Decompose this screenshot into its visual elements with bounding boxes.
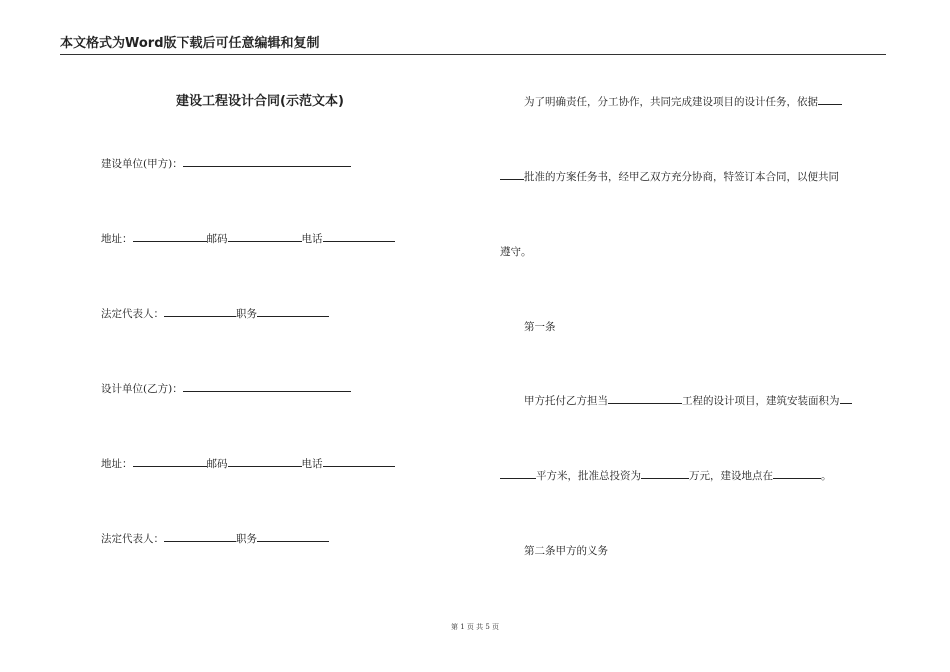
document-title: 建设工程设计合同(示范文本) (176, 94, 344, 109)
paragraph-text: 平方米，批准总投资为 (536, 470, 641, 482)
blank-line (257, 307, 329, 317)
blank-line (323, 232, 395, 242)
field-row-address-a (101, 231, 395, 246)
article-heading: 第一条 (524, 321, 556, 333)
paragraph-intro-line-3 (500, 244, 532, 259)
field-label: 职务 (236, 308, 257, 320)
paragraph-text: 工程的设计项目，建筑安装面积为 (682, 395, 840, 407)
field-label: 设计单位(乙方)： (101, 383, 183, 395)
field-row-address-b (101, 456, 395, 471)
header-text: 本文格式为Word版下载后可任意编辑和复制 (60, 36, 320, 51)
paragraph-text: 遵守。 (500, 246, 532, 258)
article-1-heading (524, 319, 556, 334)
blank-line (641, 469, 689, 479)
article-1-line-1 (524, 393, 852, 408)
paragraph-intro-line-1 (524, 94, 842, 109)
blank-line (257, 532, 329, 542)
field-label: 法定代表人： (101, 308, 164, 320)
field-label: 邮码 (206, 233, 228, 245)
field-row-party-a (101, 156, 351, 171)
blank-line (183, 382, 351, 392)
paragraph-text: 万元，建设地点在 (689, 470, 773, 482)
field-label: 建设单位(甲方)： (101, 158, 183, 170)
paragraph-text: 为了明确责任，分工协作，共同完成建设项目的设计任务，依据 (524, 96, 818, 108)
blank-line (818, 95, 842, 105)
page-header (60, 34, 886, 55)
field-label: 电话 (301, 458, 323, 470)
field-row-representative-a (101, 306, 329, 321)
paragraph-intro-line-2 (500, 169, 839, 184)
blank-line (608, 394, 682, 404)
paragraph-text: 甲方托付乙方担当 (524, 395, 608, 407)
blank-line (228, 232, 302, 242)
blank-line (773, 469, 821, 479)
field-label: 邮码 (206, 458, 228, 470)
field-label: 地址： (101, 458, 133, 470)
article-1-line-2 (500, 468, 832, 483)
blank-line (183, 157, 351, 167)
page-footer: 第 1 页 共 5 页 (450, 623, 500, 631)
paragraph-text: 批准的方案任务书，经甲乙双方充分协商，特签订本合同，以便共同 (524, 171, 839, 183)
field-label: 职务 (236, 533, 257, 545)
blank-line (323, 457, 395, 467)
field-label: 地址： (101, 233, 133, 245)
blank-line (133, 457, 207, 467)
blank-line (228, 457, 302, 467)
blank-line (164, 532, 236, 542)
field-row-party-b (101, 381, 351, 396)
article-2-heading (524, 543, 608, 558)
field-row-representative-b (101, 531, 329, 546)
blank-line (500, 469, 536, 479)
blank-line (840, 394, 852, 404)
article-heading: 第二条甲方的义务 (524, 545, 608, 557)
field-label: 电话 (301, 233, 323, 245)
field-label: 法定代表人： (101, 533, 164, 545)
paragraph-text: 。 (821, 470, 832, 482)
blank-line (500, 170, 524, 180)
blank-line (133, 232, 207, 242)
blank-line (164, 307, 236, 317)
